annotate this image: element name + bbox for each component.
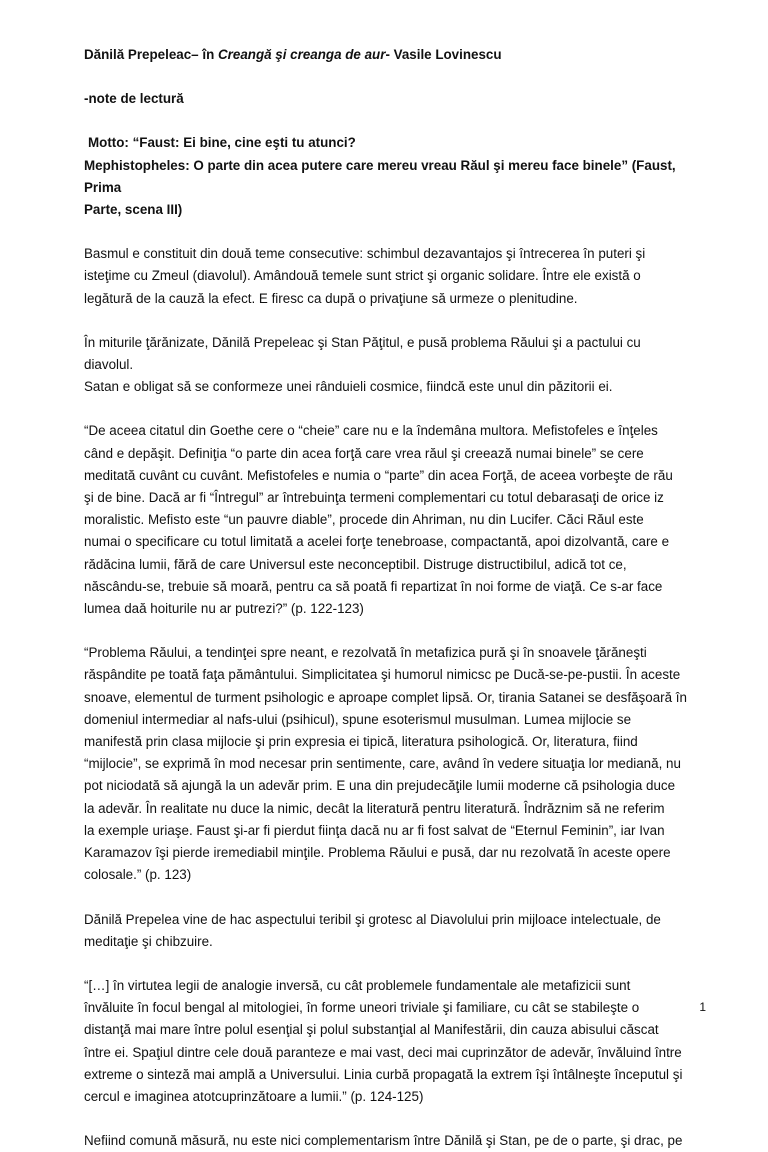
title-part-2: - Vasile Lovinescu [385, 47, 502, 62]
paragraph-1 [84, 243, 698, 310]
paragraph-7 [84, 1130, 698, 1152]
text-line: cercul e imaginea atotcuprinzătoare a lumii.” (p. 124-125) [84, 1088, 424, 1104]
document-subtitle: -note de lectură [84, 91, 184, 107]
paragraph-2 [84, 332, 698, 399]
text-line: lumea daă hoiturile nu ar putrezi?” (p. 122-123) [84, 601, 364, 617]
text-line: rădăcina lumii, fără de care Universul este neconceptibil. Distruge distructibilul, adică tot ce, [84, 556, 627, 572]
text-line: învăluite în focul bengal al mitologiei, în forme uneori triviale şi familiare, cu cât se stabileşte o [84, 1000, 640, 1016]
paragraph-4-quote [84, 642, 698, 886]
text-line: diavolul. [84, 357, 134, 373]
paragraph-3-quote [84, 420, 698, 620]
text-line: În miturile ţărănizate, Dănilă Prepeleac şi Stan Păţitul, e pusă problema Răului şi a pactului cu [84, 334, 641, 350]
text-line: la exemple uriaşe. Faust şi-ar fi pierdut fiinţa dacă nu ar fi fost salvat de “Eternul Feminin”, iar Ivan [84, 822, 665, 838]
motto-line: Motto: “Faust: Ei bine, cine eşti tu atunci? [88, 135, 356, 151]
paragraph-6-quote [84, 975, 698, 1108]
text-line: pot niciodată să ajungă la un adevăr prim. E una din prejudecăţile lumii moderne că psihologia duce [84, 778, 676, 794]
text-line: Nefiind comună măsură, nu este nici complementarism între Dănilă şi Stan, pe de o parte, şi drac, pe [84, 1133, 683, 1149]
text-line: Basmul e constituit din două teme consecutive: schimbul dezavantajos şi întrecerea în puteri şi [84, 246, 646, 262]
text-line: distanţă mai mare între polul esenţial şi polul substanţial al Manifestării, din cauza abisului căscat [84, 1022, 659, 1038]
text-line: domeniul intermediar al nafs-ului (psihicul), spune esoterismul musulman. Lumea mijlocie se [84, 711, 632, 727]
title-part-1: Dănilă Prepeleac– în [84, 47, 218, 62]
text-line: extreme o sinteză mai amplă a Universului. Linia curbă propagată la extrem îşi întâlneşte începutul şi [84, 1066, 683, 1082]
text-line: meditaţie şi chibzuire. [84, 933, 213, 949]
text-line: “Problema Răului, a tendinţei spre neant, e rezolvată în metafizica pură şi în snoavele ţărăneşti [84, 645, 647, 661]
text-line: când e depăşit. Definiţia “o parte din acea forţă care vrea răul şi creează numai binele” se cere [84, 445, 644, 461]
text-line: snoave, elementul de turment psihologic e aproape complet lipsă. Or, tirania Satanei se desfăşoară în [84, 689, 687, 705]
paragraph-5 [84, 909, 698, 953]
text-line: moralistic. Mefisto este “un pauvre diable”, procede din Ahriman, nu din Lucifer. Căci Răul este [84, 512, 644, 528]
motto-line: Parte, scena III) [84, 202, 183, 218]
text-line: la adevăr. În realitate nu duce la nimic, decât la literatură pentru literatură. Îndrăznim să ne referim [84, 800, 665, 816]
text-line: între ei. Spaţiul dintre cele două paranteze e mai vast, deci mai cuprinzător de adevăr, învăluind între [84, 1044, 682, 1060]
text-line: Dănilă Prepelea vine de hac aspectului teribil şi grotesc al Diavolului prin mijloace intelectuale, de [84, 911, 661, 927]
text-line: Karamazov îşi pierde iremediabil minţile. Problema Răului e pusă, dar nu rezolvată în aceste opere [84, 845, 671, 861]
motto [84, 132, 698, 221]
motto-line: Mephistopheles: O parte din acea putere care mereu vreau Răul şi mereu face binele” (Faust, Prima [84, 157, 676, 195]
page-number: 1 [699, 999, 706, 1014]
text-line: isteţime cu Zmeul (diavolul). Amândouă temele sunt strict şi organic solidare. Între ele există o [84, 268, 641, 284]
document-title [84, 44, 698, 66]
text-line: legătură de la cauză la efect. E firesc ca după o privaţiune să urmeze o plenitudine. [84, 290, 578, 306]
text-line: “[…] în virtutea legii de analogie inversă, cu cât problemele fundamentale ale metafizicii sunt [84, 977, 631, 993]
text-line: “mijlocie”, se exprimă în mod necesar prin sentimente, care, având în vedere situaţia lor mediană, nu [84, 756, 681, 772]
text-line: manifestă prin clasa mijlocie şi prin expresia ei tipică, literatura psihologică. Or, literatura, fiind [84, 734, 638, 750]
text-line: numai o specificare cu totul limitată a acelei forţe tenebroase, compactantă, apoi dizolvantă, care e [84, 534, 670, 550]
text-line: răspândite pe toată faţa pământului. Simplicitatea şi humorul nimicsc pe Ducă-se-pe-pustii. În aceste [84, 667, 681, 683]
text-line: şi de bine. Dacă ar fi “Întregul” ar întrebuinţa termeni complementari cu totul debarasaţi de orice iz [84, 490, 664, 506]
text-line: “De aceea citatul din Goethe cere o “cheie” care nu e la îndemâna multora. Mefistofeles e înţeles [84, 423, 658, 439]
text-line: născându-se, trebuie să moară, pentru ca să poată fi repartizat în noi forme de viaţă. Ce s-ar face [84, 578, 663, 594]
text-line: colosale.” (p. 123) [84, 867, 192, 883]
text-line: Satan e obligat să se conformeze unei rânduieli cosmice, fiindcă este unul din păzitorii ei. [84, 379, 613, 395]
text-line: meditată cuvânt cu cuvânt. Mefistofeles e numia o “parte” din acea Forţă, de aceea vorbeşte de rău [84, 467, 673, 483]
title-italic-book: Creangă şi creanga de aur [217, 47, 386, 62]
